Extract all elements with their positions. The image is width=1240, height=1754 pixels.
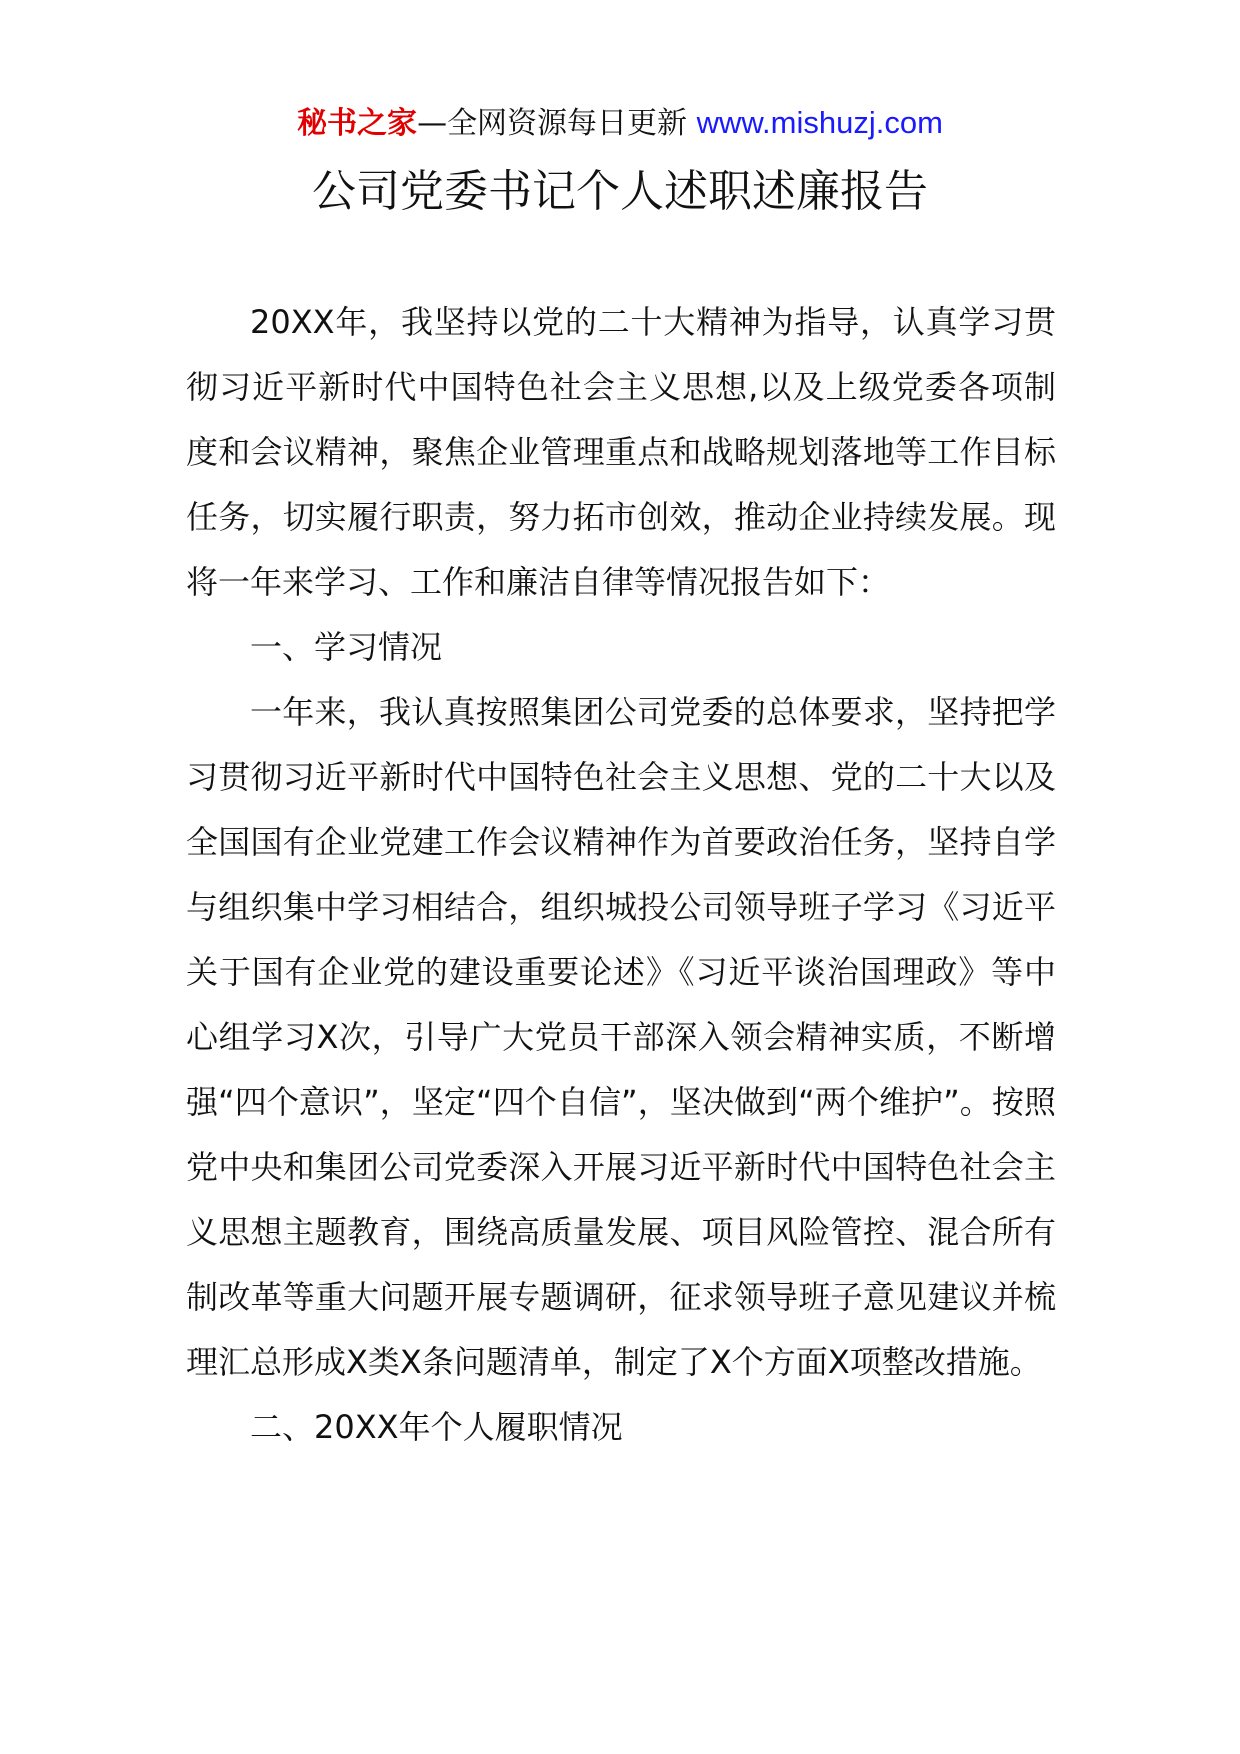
document-body — [186, 290, 1056, 1460]
header-slogan: —全网资源每日更新 — [417, 106, 688, 141]
site-header — [0, 103, 1240, 144]
section-heading-duties: 二、20XX年个人履职情况 — [250, 1408, 623, 1446]
site-url-link[interactable]: www.mishuzj.com — [696, 105, 943, 140]
section-heading-study: 一、学习情况 — [250, 628, 443, 666]
study-paragraph: 一年来，我认真按照集团公司党委的总体要求，坚持把学习贯彻习近平新时代中国特色社会主义思想、党的二十大以及全国国有企业党建工作会议精神作为首要政治任务，坚持自学与组织集中学习相结合，组织城投公司领导班子学习《习近平关于国有企业党的建设重要论述》《习近平谈治国理政》等中心组学习X次，引导广大党员干部深入领会精神实质，不断增强“四个意识”，坚定“四个自信”，坚决做到“两个维护”。按照党中央和集团公司党委深入开展习近平新时代中国特色社会主义思想主题教育，围绕高质量发展、项目风险管控、混合所有制改革等重大问题开展专题调研，征求领导班子意见建议并梳理汇总形成X类X条问题清单，制定了X个方面X项整改措施。 — [186, 693, 1056, 1381]
document-title: 公司党委书记个人述职述廉报告 — [312, 166, 928, 217]
brand-name: 秘书之家 — [297, 106, 418, 141]
intro-paragraph: 20XX年，我坚持以党的二十大精神为指导，认真学习贯彻习近平新时代中国特色社会主义思想,以及上级党委各项制度和会议精神，聚焦企业管理重点和战略规划落地等工作目标任务，切实履行职责，努力拓市创效，推动企业持续发展。现将一年来学习、工作和廉洁自律等情况报告如下： — [186, 303, 1056, 601]
